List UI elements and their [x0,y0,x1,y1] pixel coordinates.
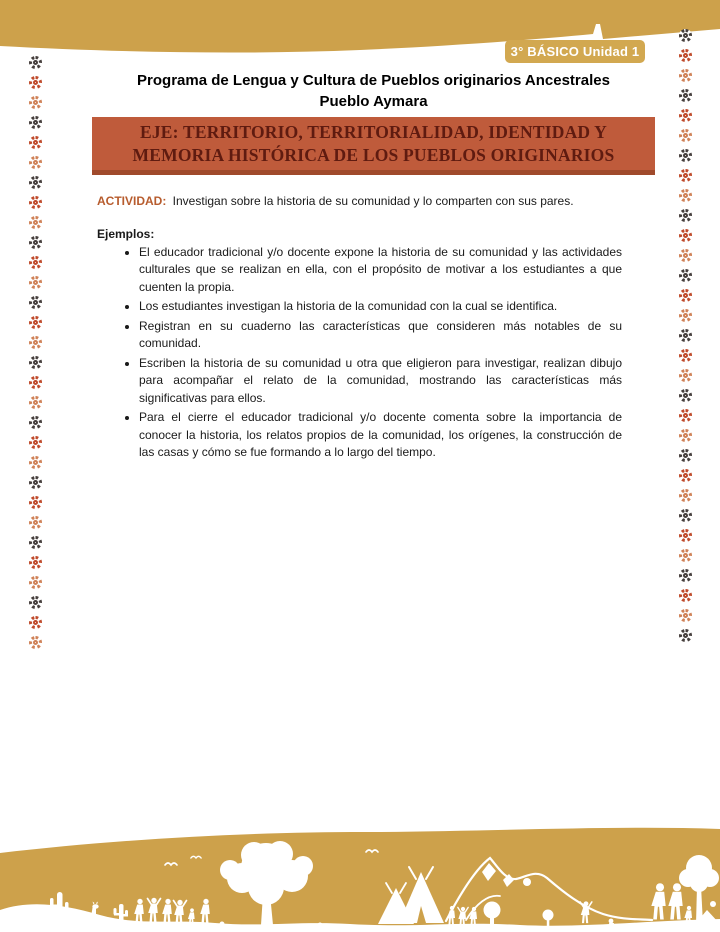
rosette-icon [679,49,692,62]
example-item: • Registran en su cuaderno las características que consideren más notables de su comunidad. [139,318,622,353]
rosette-icon [679,189,692,202]
rosette-icon [679,209,692,222]
rosette-icon [29,196,42,209]
example-item: • Escriben la historia de su comunidad u otra que eligieron para investigar, realizan dibujo para acompañar el relato de la comunidad, mostrando las características más significativas para ellos. [139,355,622,408]
rosette-icon [29,396,42,409]
activity-paragraph [97,193,650,211]
footer-illustration [0,822,720,932]
examples-label: Ejemplos: [97,226,155,241]
eje-banner [92,117,655,175]
rosette-icon [29,256,42,269]
rosette-icon [679,389,692,402]
rosette-icon [29,76,42,89]
rosette-icon [679,429,692,442]
rosette-icon [679,489,692,502]
rosette-icon [679,589,692,602]
program-title-line1: Programa de Lengua y Cultura de Pueblos originarios Ancestrales [137,72,610,89]
rosette-icon [679,309,692,322]
left-border-ornament [29,56,42,649]
rosette-icon [679,89,692,102]
rosette-icon [29,216,42,229]
rosette-icon [679,129,692,142]
rosette-icon [29,616,42,629]
example-item: • El educador tradicional y/o docente expone la historia de su comunidad y las actividades culturales que se realizan en ella, con el propósito de motivar a los estudiantes a que cuenten la propia. [139,244,622,297]
rosette-icon [29,636,42,649]
rosette-icon [29,476,42,489]
rosette-icon [679,29,692,42]
rosette-icon [29,356,42,369]
rosette-icon [679,629,692,642]
unit-badge-label: 3° BÁSICO Unidad 1 [510,44,640,59]
rosette-icon [679,289,692,302]
example-item: • Para el cierre el educador tradicional y/o docente comenta sobre la importancia de conocer la historia, los relatos propios de la comunidad, los orígenes, la construcción de las casas y cómo se fue formando a lo largo del tiempo. [139,409,622,462]
examples-list [92,244,655,462]
rosette-icon [29,376,42,389]
activity-label: ACTIVIDAD: [97,194,167,208]
eje-banner-line1: EJE: TERRITORIO, TERRITORIALIDAD, IDENTIDAD Y [139,122,608,142]
program-title [92,70,655,112]
rosette-icon [679,609,692,622]
rosette-icon [29,536,42,549]
rosette-icon [29,496,42,509]
rosette-icon [29,156,42,169]
example-item: • Los estudiantes investigan la historia de la comunidad con la cual se identifica. [139,298,622,316]
program-title-line2: Pueblo Aymara [319,93,428,110]
rosette-icon [679,329,692,342]
rosette-icon [679,109,692,122]
eje-banner-line2: MEMORIA HISTÓRICA DE LOS PUEBLOS ORIGINARIOS [132,145,615,165]
rosette-icon [29,96,42,109]
rosette-icon [29,236,42,249]
rosette-icon [29,456,42,469]
rosette-icon [29,136,42,149]
rosette-icon [29,516,42,529]
rosette-icon [29,56,42,69]
rosette-icon [29,416,42,429]
unit-badge [505,40,645,63]
rosette-icon [679,69,692,82]
rosette-icon [679,509,692,522]
rosette-icon [29,556,42,569]
rosette-icon [679,549,692,562]
rosette-icon [679,529,692,542]
right-border-ornament [679,29,692,642]
rosette-icon [29,176,42,189]
rosette-icon [679,409,692,422]
rosette-icon [679,469,692,482]
rosette-icon [29,436,42,449]
rosette-icon [29,336,42,349]
content-area [92,70,655,464]
rosette-icon [29,296,42,309]
rosette-icon [679,569,692,582]
rosette-icon [29,276,42,289]
rosette-icon [679,149,692,162]
rosette-icon [679,349,692,362]
rosette-icon [29,116,42,129]
rosette-icon [679,229,692,242]
rosette-icon [29,596,42,609]
rosette-icon [679,169,692,182]
activity-text: Investigan sobre la historia de su comunidad y lo comparten con sus pares. [172,194,574,208]
rosette-icon [29,576,42,589]
rosette-icon [679,269,692,282]
rosette-icon [29,316,42,329]
rosette-icon [679,249,692,262]
rosette-icon [679,449,692,462]
rosette-icon [679,369,692,382]
